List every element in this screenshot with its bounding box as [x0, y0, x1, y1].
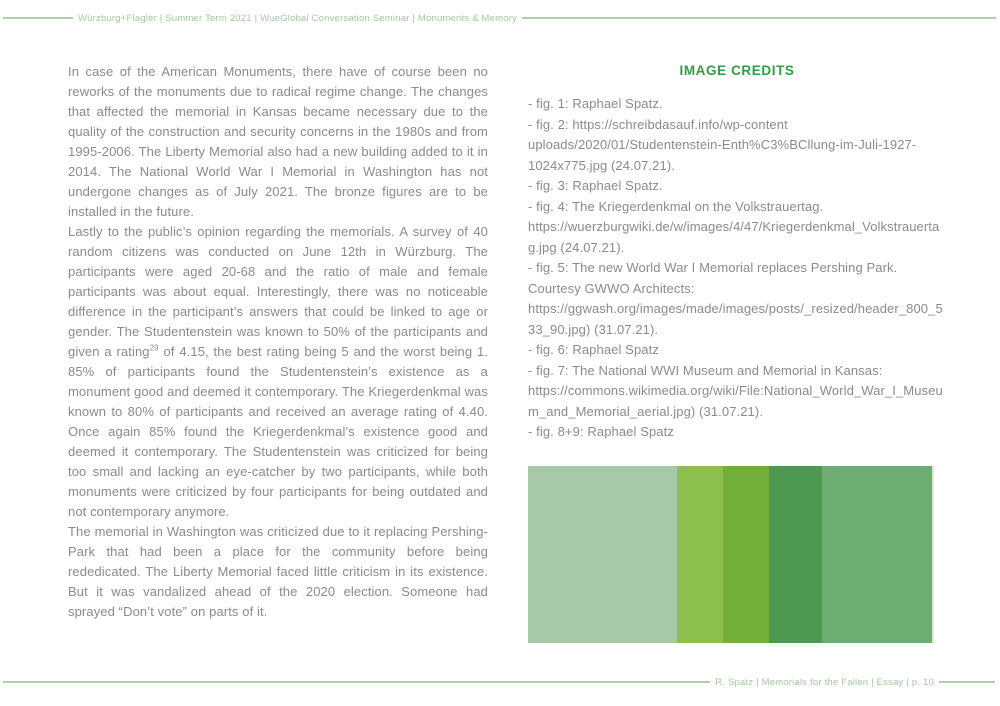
footer-running-title: R. Spatz | Memorials for the Fallen | Essay | p. 10 [715, 676, 934, 688]
essay-text-column [68, 62, 488, 622]
credit-item: - fig. 6: Raphael Spatz [528, 342, 659, 357]
page-header [0, 10, 1000, 26]
credit-item: - fig. 7: The National WWI Museum and Memorial in Kansas: https://commons.wikimedia.org/wiki/File:National_World_War_I_Museum_and_Memorial_aerial.jpg) (31.07.21). [528, 362, 943, 419]
credit-item: - fig. 5: The new World War I Memorial replaces Pershing Park. Courtesy GWWO Architects: https://ggwash.org/images/made/images/posts/_resized/header_800_533_90.jpg) (31.07.21). [528, 260, 943, 337]
color-palette-figure [528, 466, 934, 643]
image-credits-heading: IMAGE CREDITS [679, 63, 795, 78]
footer-rule-right [939, 681, 995, 683]
palette-swatch-medium-green [723, 466, 769, 643]
header-running-title: Würzburg+Flagler | Summer Term 2021 | WueGlobal Conversation Seminar | Monuments & Memory [78, 12, 518, 24]
image-credits-column [528, 63, 946, 443]
credit-item: - fig. 2: https://schreibdasauf.info/wp-content uploads/2020/01/Studentenstein-Enth%C3%BCllung-im-Juli-1927-1024x775.jpg (24.07.21). [528, 116, 917, 173]
credit-item: - fig. 1: Raphael Spatz. [528, 96, 663, 111]
header-rule-right [522, 17, 996, 19]
header-rule-left [3, 17, 73, 19]
credit-item: - fig. 8+9: Raphael Spatz [528, 424, 674, 439]
palette-swatch-dark-green [769, 466, 822, 643]
palette-swatch-light-sage [528, 466, 677, 643]
credit-item: - fig. 3: Raphael Spatz. [528, 178, 663, 193]
footnote-reference: 29 [149, 343, 159, 353]
essay-paragraph: The memorial in Washington was criticized due to it replacing Pershing-Park that had been a place for the community before being rededicated. The Liberty Memorial faced little criticism in its existence. But it was vandalized ahead of the 2020 election. Someone had sprayed “Don’t vote” on parts of it. [68, 524, 488, 619]
footer-rule-left [3, 681, 710, 683]
palette-swatch-sage-green [822, 466, 932, 643]
essay-paragraph: In case of the American Monuments, there have of course been no reworks of the monuments due to radical regime change. The changes that affected the memorial in Kansas became necessary due to the quality of the construction and security concerns in the 1980s and from 1995-2006. The Liberty Memorial also had a new building added to it in 2014. The National World War I Memorial in Washington has not undergone changes as of July 2021. The bronze figures are to be installed in the future. [68, 64, 488, 219]
palette-swatch-yellow-green [677, 466, 723, 643]
essay-paragraph: Lastly to the public’s opinion regarding the memorials. A survey of 40 random citizens was conducted on June 12th in Würzburg. The participants were aged 20-68 and the ratio of male and female participants was about equal. Interestingly, there was no noticeable difference in the participant’s answers that could be linked to age or gender. The Studentenstein was known to 50% of the participants and given a rating$^{29}$ of 4.15, the best rating being 5 and the worst being 1. 85% of participants found the Studentenstein’s existence as a monument good and deemed it contemporary. The Kriegerdenkmal was known to 80% of participants and received an average rating of 4.40. Once again 85% found the Kriegerdenkmal’s existence good and deemed it contemporary. The Studentenstein was criticized for being too small and lacking an eye-catcher by two participants, while both monuments were criticized by four participants for being outdated and not contemporary anymore. [68, 224, 488, 519]
page-footer [0, 674, 1000, 690]
image-credits-list [528, 94, 946, 443]
credit-item: - fig. 4: The Kriegerdenkmal on the Volkstrauertag. https://wuerzburgwiki.de/w/images/4/47/Kriegerdenkmal_Volkstrauertag.jpg (24.07.21). [528, 198, 940, 255]
